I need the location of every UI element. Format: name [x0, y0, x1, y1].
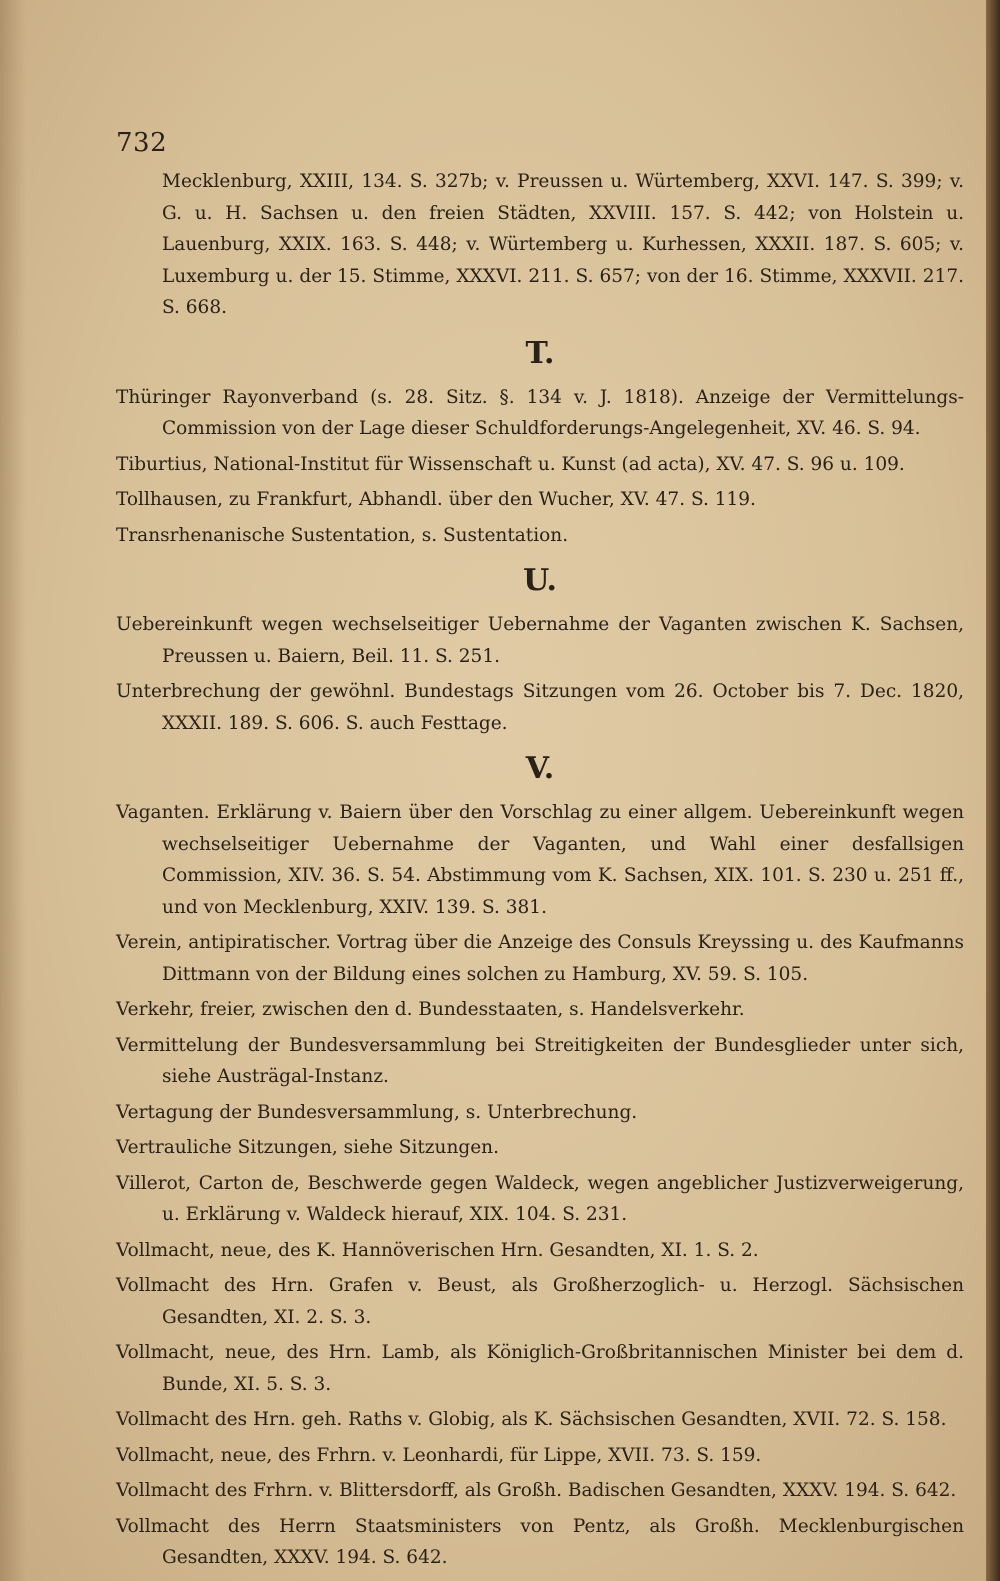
index-entry: Vertagung der Bundesversammlung, s. Unterbrechung. — [116, 1101, 638, 1123]
continued-entry: Mecklenburg, XXIII, 134. S. 327b; v. Preussen u. Würtemberg, XXVI. 147. S. 399; v. G. u. H. Sachsen u. den freien Städten, XXVIII. 157. S. 442; von Holstein u. Lauenburg, XXIX. 163. S. 448; v. Würtemberg u. Kurhessen, XXXII. 187. S. 605; v. Luxemburg u. der 15. Stimme, XXXVI. 211. S. 657; von der 16. Stimme, XXXVII. 217. S. 668. — [162, 171, 964, 318]
index-entry: Vertrauliche Sitzungen, siehe Sitzungen. — [116, 1137, 499, 1158]
index-entry: Verkehr, freier, zwischen den d. Bundesstaaten, s. Handelsverkehr. — [116, 999, 745, 1020]
page-number: 732 — [116, 128, 168, 158]
index-entry: Tollhausen, zu Frankfurt, Abhandl. über den Wucher, XV. 47. S. 119. — [116, 489, 756, 510]
index-entry: Transrhenanische Sustentation, s. Sustentation. — [116, 524, 569, 546]
index-entry: Vollmacht des Herrn Staatsministers von Pentz, als Großh. Mecklenburgischen Gesandten, XXXV. 194. S. 642. — [116, 1515, 964, 1568]
index-entry: Vollmacht des Hrn. Grafen v. Beust, als Großherzoglich- u. Herzogl. Sächsischen Gesandten, XI. 2. S. 3. — [116, 1275, 964, 1328]
index-entry: Vollmacht des Hrn. geh. Raths v. Globig, als K. Sächsischen Gesandten, XVII. 72. S. 158. — [116, 1409, 947, 1430]
page-edge — [986, 0, 1000, 1581]
index-entry: Villerot, Carton de, Beschwerde gegen Waldeck, wegen angeblicher Justizverweigerung, u. Erklärung v. Waldeck hierauf, XIX. 104. S. 231. — [116, 1172, 964, 1225]
index-entry: Tiburtius, National-Institut für Wissenschaft u. Kunst (ad acta), XV. 47. S. 96 u. 109. — [116, 453, 905, 475]
section-letter-t: T. — [525, 335, 555, 371]
gutter-shadow — [0, 0, 26, 1581]
index-entry: Unterbrechung der gewöhnl. Bundestags Sitzungen vom 26. October bis 7. Dec. 1820, XXXII. 189. S. 606. S. auch Festtage. — [116, 681, 964, 734]
index-entry: Vollmacht, neue, des Frhrn. v. Leonhardi, für Lippe, XVII. 73. S. 159. — [116, 1444, 762, 1466]
section-letter-u: U. — [523, 563, 557, 598]
index-entry: Uebereinkunft wegen wechselseitiger Uebernahme der Vaganten zwischen K. Sachsen, Preussen u. Baiern, Beil. 11. S. 251. — [116, 614, 964, 667]
index-entry: Vaganten. Erklärung v. Baiern über den Vorschlag zu einer allgem. Uebereinkunft wegen wechselseitiger Uebernahme der Vaganten, und Wahl einer desfallsigen Commission, XIV. 36. S. 54. Abstimmung vom K. Sachsen, XIX. 101. S. 230 u. 251 ff., und von Mecklenburg, XXIV. 139. S. 381. — [116, 802, 964, 918]
index-entry: Vermittelung der Bundesversammlung bei Streitigkeiten der Bundesglieder unter sich, siehe Austrägal-Instanz. — [116, 1034, 964, 1087]
section-letter-v: V. — [525, 751, 555, 786]
index-entry: Thüringer Rayonverband (s. 28. Sitz. §. 134 v. J. 1818). Anzeige der Vermittelungs-Commission von der Lage dieser Schuldforderungs-Angelegenheit, XV. 46. S. 94. — [116, 386, 964, 439]
index-entry: Vollmacht des Frhrn. v. Blittersdorff, als Großh. Badischen Gesandten, XXXV. 194. S. 642. — [116, 1480, 957, 1501]
index-entry: Verein, antipiratischer. Vortrag über die Anzeige des Consuls Kreyssing u. des Kaufmanns Dittmann von der Bildung eines solchen zu Hamburg, XV. 59. S. 105. — [116, 932, 964, 985]
index-entry: Vollmacht, neue, des K. Hannöverischen Hrn. Gesandten, XI. 1. S. 2. — [116, 1239, 759, 1261]
index-entry: Vollmacht, neue, des Hrn. Lamb, als Königlich-Großbritannischen Minister bei dem d. Bunde, XI. 5. S. 3. — [116, 1342, 964, 1395]
